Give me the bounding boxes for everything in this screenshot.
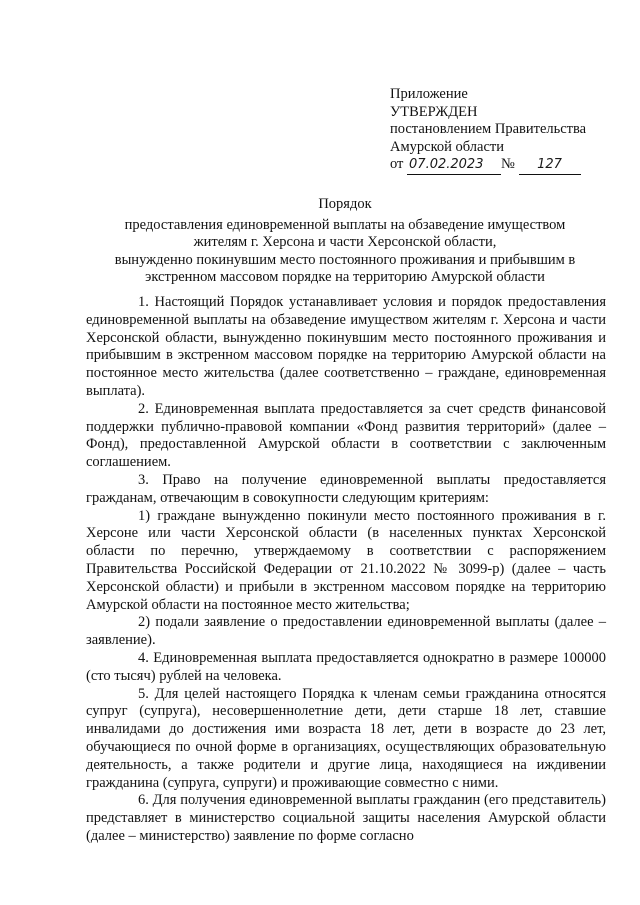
number-prefix: №	[501, 156, 515, 172]
approved-label: УТВЕРЖДЕН	[390, 103, 478, 120]
region-label: Амурской области	[390, 138, 504, 155]
appendix-label: Приложение	[390, 86, 468, 102]
document-body	[86, 294, 606, 846]
paragraph-3: 3. Право на получение единовременной выплаты предоставляется гражданам, отвечающим в совокупности следующим критериям:	[86, 471, 606, 506]
paragraph-1: 1. Настоящий Порядок устанавливает условия и порядок предоставления единовременной выплаты на обзаведение имуществом жителям г. Херсона и части Херсонской области, вынужденно покинувшим место постоянного проживания и прибывшим в экстренном массовом порядке на территорию Амурской области на постоянное место жительства (далее соответственно – граждане, единовременная выплата).	[86, 294, 606, 399]
handwritten-date: 07.02.2023	[407, 156, 501, 175]
approval-block	[390, 86, 620, 175]
paragraph-4: 4. Единовременная выплата предоставляется однократно в размере 100000 (сто тысяч) рублей на человека.	[86, 649, 606, 684]
title-line-3: вынужденно покинувшим место постоянного проживания и прибывшим в	[114, 251, 576, 268]
criterion-2: 2) подали заявление о предоставлении единовременной выплаты (далее – заявление).	[86, 614, 606, 649]
resolution-label: постановлением Правительства	[390, 121, 587, 137]
title-line-4: экстренном массовом порядке на территорию Амурской области	[145, 269, 545, 285]
title-line-1: предоставления единовременной выплаты на обзаведение имуществом	[124, 216, 566, 233]
paragraph-6: 6. Для получения единовременной выплаты гражданин (его представитель) представляет в министерство социальной защиты населения Амурской области (далее – министерство) заявление по форме согласно	[86, 792, 606, 844]
title-heading: Порядок	[318, 196, 372, 212]
criterion-1: 1) граждане вынужденно покинули место постоянного проживания в г. Херсоне или части Херсонской области (в населенных пунктах Херсонской области по перечню, утверждаемому в соответствии с распоряжением Правительства Российской Федерации от 21.10.2022 № 3099-р) (далее – часть Херсонской области) и прибыли в экстренном массовом порядке на территорию Амурской области на постоянное место жительства;	[86, 507, 606, 613]
date-prefix: от	[390, 156, 404, 172]
paragraph-5: 5. Для целей настоящего Порядка к членам семьи гражданина относятся супруг (супруга), несовершеннолетние дети, дети старше 18 лет, ставшие инвалидами до достижения ими возраста 18 лет, дети в возрасте до 23 лет, обучающиеся по очной форме в организациях, осуществляющих образовательную деятельность, а также родители и другие лица, находящиеся на иждивении гражданина (супруга, супруги) и проживающие совместно с ними.	[86, 685, 606, 791]
handwritten-number: 127	[519, 156, 581, 175]
document-title	[80, 196, 610, 287]
title-line-2: жителям г. Херсона и части Херсонской области,	[193, 234, 497, 250]
paragraph-2: 2. Единовременная выплата предоставляется за счет средств финансовой поддержки публично-правовой компании «Фонд развития территорий» (далее – Фонд), предоставленной Амурской области в соответствии с заключенным соглашением.	[86, 400, 606, 471]
date-number-line	[390, 156, 620, 175]
